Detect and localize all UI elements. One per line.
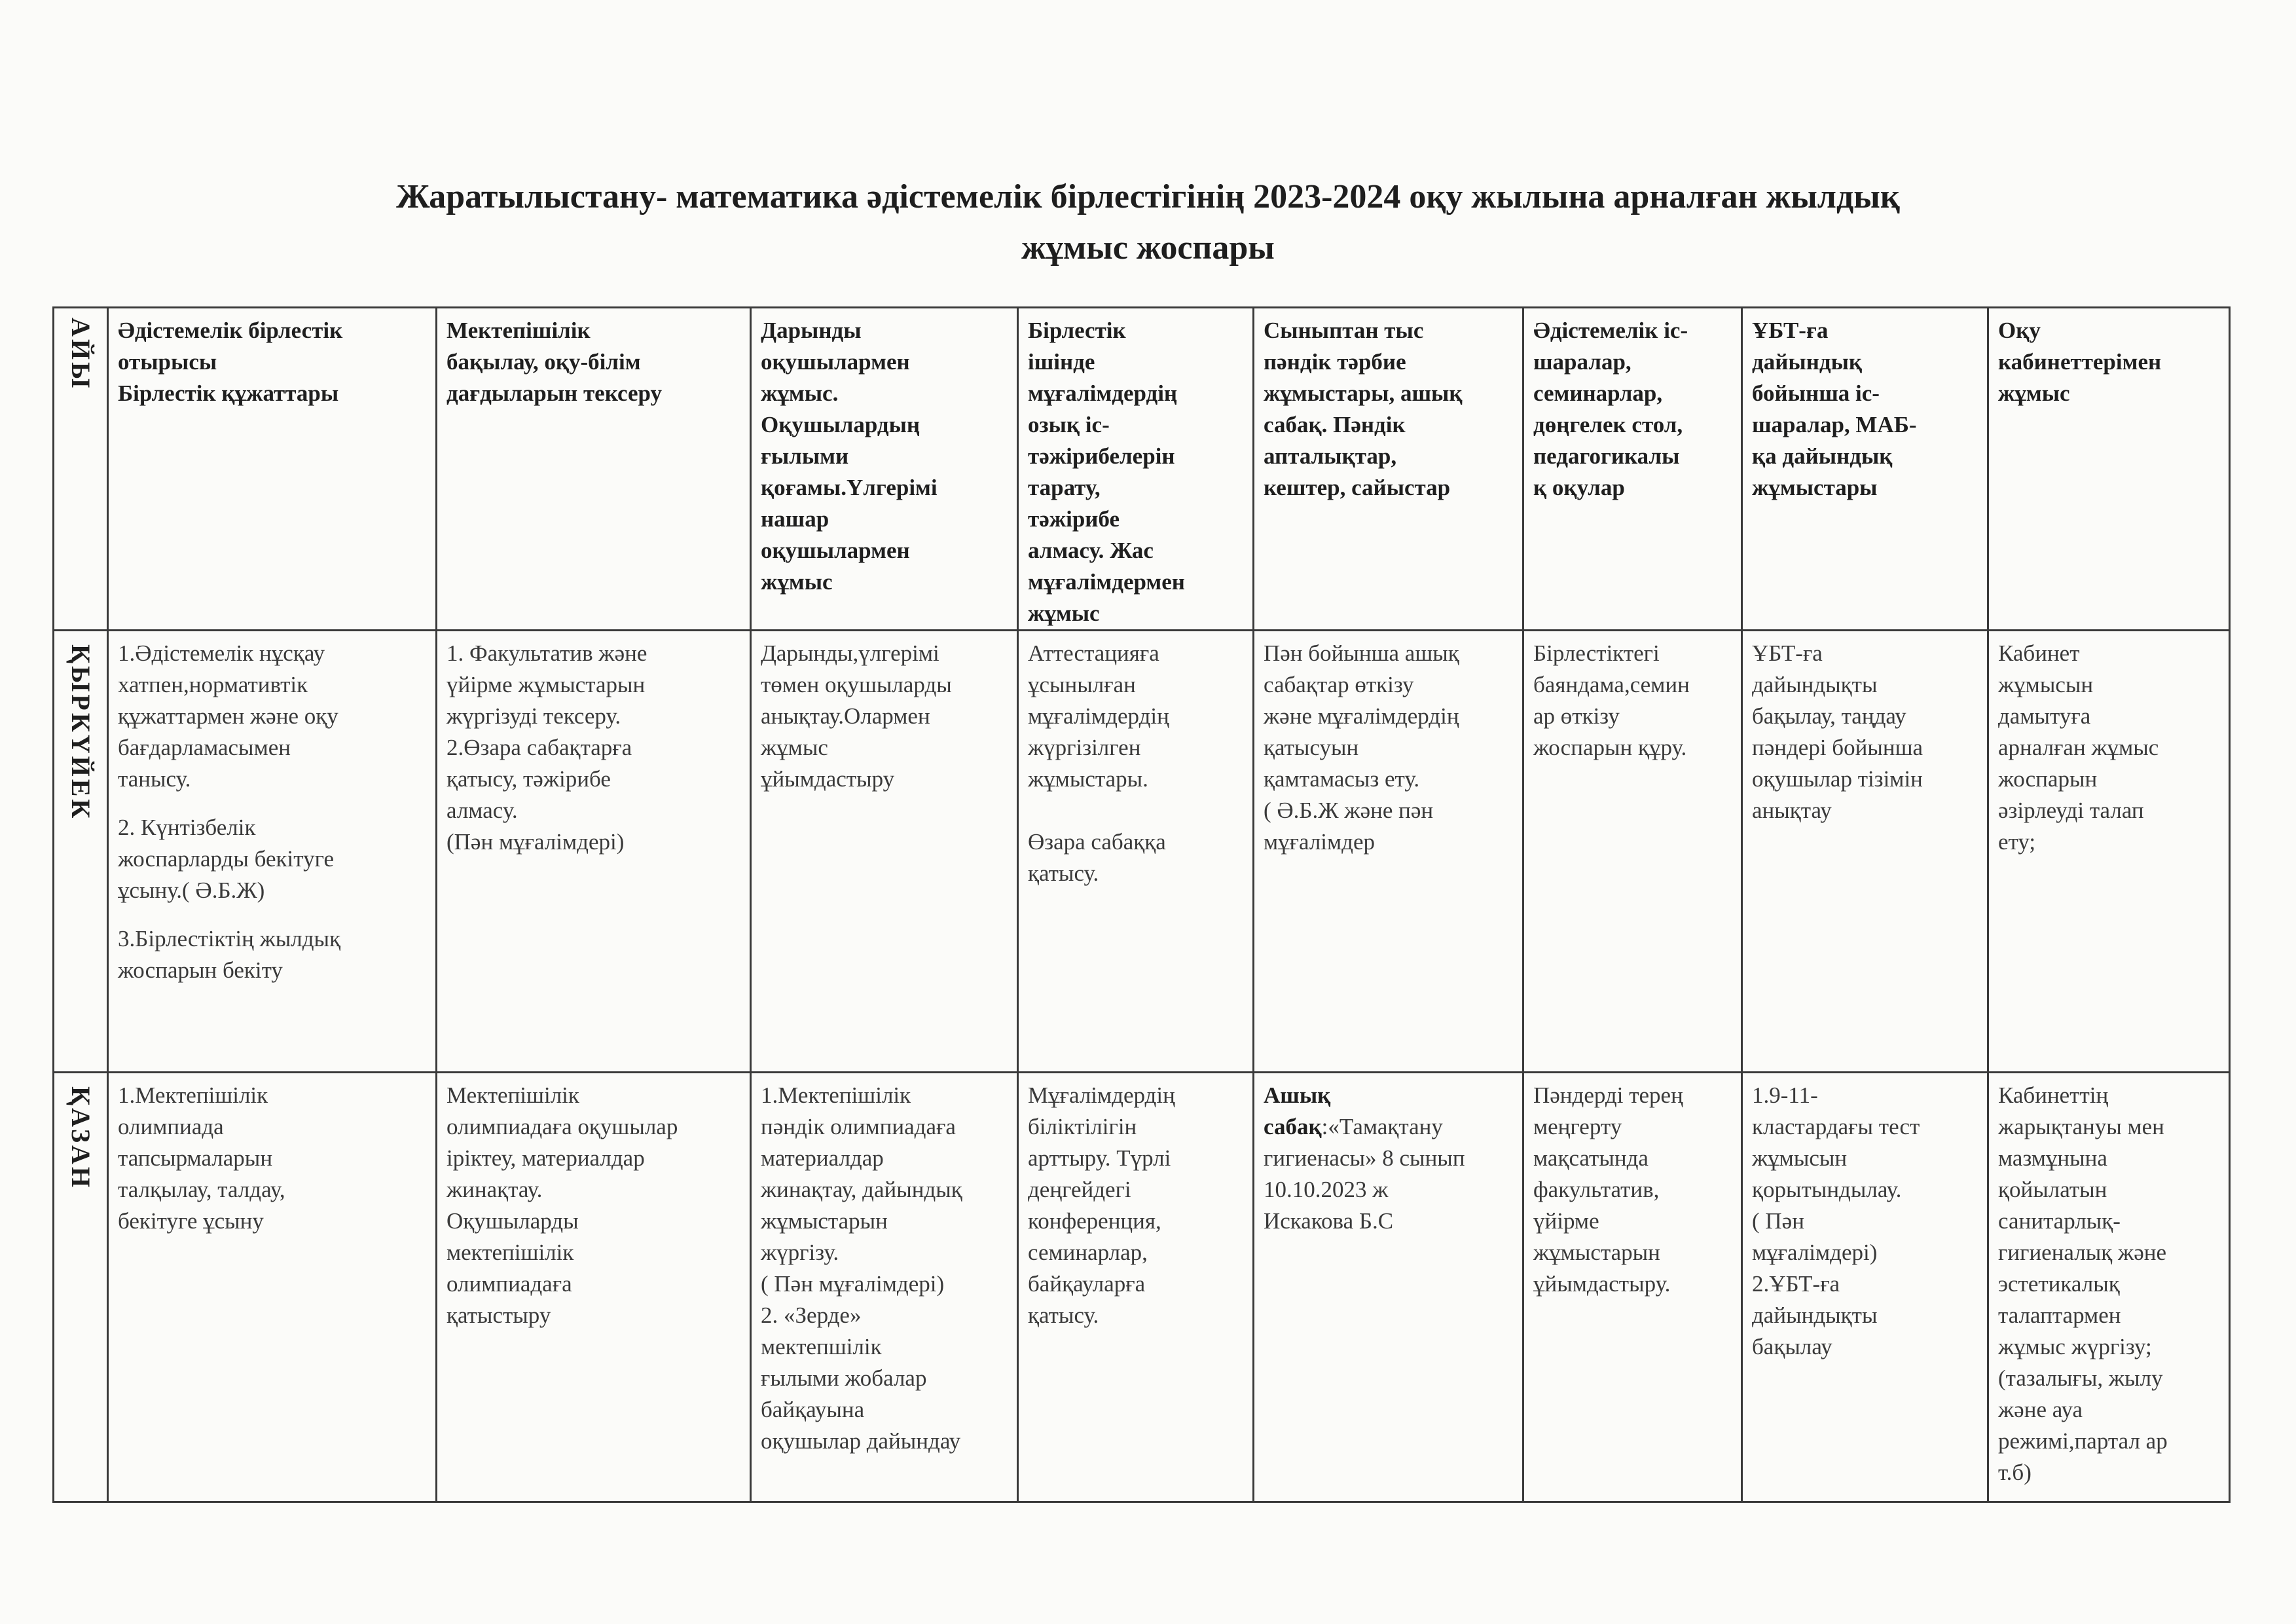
oct-classroom-work: Кабинеттің жарықтануы мен мазмұнына қойылатын санитарлық- гигиеналық және эстетикалық талаптармен жұмыс жүргізу; (тазалығы, жылу және ауа режимі,партал ар т.б): [1988, 1073, 2230, 1502]
header-extracurricular: Сыныптан тыс пәндік тәрбие жұмыстары, ашық сабақ. Пәндік апталықтар, кештер, сайыстар: [1254, 308, 1523, 631]
oct-extracurricular: [1254, 1073, 1523, 1502]
oct-ubt-preparation: 1.9-11- кластардағы тест жұмысын қорытындылау. ( Пән мұғалімдері) 2.ҰБТ-ға дайындықты бақылау: [1742, 1073, 1988, 1502]
oct-gifted-students: 1.Мектепішілік пәндік олимпиадаға материалдар жинақтау, дайындық жұмыстарын жүргізу. ( Пән мұғалімдері) 2. «Зерде» мектепшілік ғылыми жобалар байқауына оқушылар дайындау: [751, 1073, 1018, 1502]
sep-experience-sharing: [1018, 631, 1254, 1073]
header-methodical-meeting: Әдістемелік бірлестік отырысы Бірлестік құжаттары: [108, 308, 437, 631]
open-lesson-details: :«Тамақтану гигиенасы» 8 сынып 10.10.2023 ж Искакова Б.С: [1264, 1114, 1465, 1234]
title-line-1: Жаратылыстану- математика әдістемелік бірлестігінің 2023-2024 оқу жылына арналған жылдық: [396, 178, 1900, 215]
annual-plan-table: [52, 306, 2231, 1503]
sep-c1-item-1: 1.Әдістемелік нұсқау хатпен,нормативтік құжаттармен және оқу бағдарламасымен танысу.: [118, 640, 338, 792]
header-internal-control: Мектепішілік бақылау, оқу-білім дағдыларын тексеру: [437, 308, 751, 631]
month-october: [54, 1073, 108, 1502]
month-september-label: ҚЫРКҮЙЕК: [66, 644, 96, 821]
header-month-label: АЙЫ: [66, 318, 96, 391]
header-experience-sharing: Бірлестік ішінде мұғалімдердің озық іс- тәжірибелерін тарату, тәжірибе алмасу. Жас мұғалімдермен жұмыс: [1018, 308, 1254, 631]
oct-experience-sharing: Мұғалімдердің біліктілігін арттыру. Түрлі деңгейдегі конференция, семинарлар, байқауларға қатысу.: [1018, 1073, 1254, 1502]
sep-internal-control: 1. Факультатив және үйірме жұмыстарын жүргізуді тексеру. 2.Өзара сабақтарға қатысу, тәжірибе алмасу. (Пән мұғалімдері): [437, 631, 751, 1073]
open-lesson-label-2: сабақ: [1264, 1114, 1322, 1139]
sep-methodical-meeting: [108, 631, 437, 1073]
sep-ubt-preparation: ҰБТ-ға дайындықты бақылау, таңдау пәндері бойынша оқушылар тізімін анықтау: [1742, 631, 1988, 1073]
header-gifted-students: Дарынды оқушылармен жұмыс. Оқушылардың ғылыми қоғамы.Үлгерімі нашар оқушылармен жұмыс: [751, 308, 1018, 631]
oct-methodical-events: Пәндерді терең меңгерту мақсатында факультатив, үйірме жұмыстарын ұйымдастыру.: [1523, 1073, 1742, 1502]
month-october-label: ҚАЗАН: [66, 1086, 96, 1190]
document-title: [0, 172, 2296, 274]
oct-internal-control: Мектепішілік олимпиадаға оқушылар іріктеу, материалдар жинақтау. Оқушыларды мектепішілік олимпиадаға қатыстыру: [437, 1073, 751, 1502]
sep-methodical-events: Бірлестіктегі баяндама,семин ар өткізу жоспарын құру.: [1523, 631, 1742, 1073]
sep-c4-item-1: Аттестацияға ұсынылған мұғалімдердің жүргізілген жұмыстары.: [1028, 640, 1169, 792]
month-september: [54, 631, 108, 1073]
header-month: [54, 308, 108, 631]
header-ubt-preparation: ҰБТ-ға дайындық бойынша іс- шаралар, МАБ- қа дайындық жұмыстары: [1742, 308, 1988, 631]
sep-gifted-students: Дарынды,үлгерімі төмен оқушыларды анықтау.Олармен жұмыс ұйымдастыру: [751, 631, 1018, 1073]
open-lesson-label-1: Ашық: [1264, 1082, 1331, 1108]
sep-c1-item-3: 3.Бірлестіктің жылдық жоспарын бекіту: [118, 926, 341, 983]
title-line-2: жұмыс жоспары: [1021, 229, 1275, 267]
header-classroom-work: Оқу кабинеттерімен жұмыс: [1988, 308, 2230, 631]
oct-methodical-meeting: 1.Мектепішілік олимпиада тапсырмаларын талқылау, талдау, бекітуге ұсыну: [108, 1073, 437, 1502]
sep-classroom-work: Кабинет жұмысын дамытуға арналған жұмыс жоспарын әзірлеуді талап ету;: [1988, 631, 2230, 1073]
sep-c1-item-2: 2. Күнтізбелік жоспарларды бекітуге ұсыну.( Ә.Б.Ж): [118, 815, 335, 903]
sep-extracurricular: Пән бойынша ашық сабақтар өткізу және мұғалімдердің қатысуын қамтамасыз ету. ( Ә.Б.Ж және пән мұғалімдер: [1254, 631, 1523, 1073]
row-september: [54, 631, 2230, 1073]
sep-c4-item-2: Өзара сабаққа қатысу.: [1028, 829, 1166, 886]
header-row: [54, 308, 2230, 631]
row-october: [54, 1073, 2230, 1502]
header-methodical-events: Әдістемелік іс- шаралар, семинарлар, дөңгелек стол, педагогикалы қ оқулар: [1523, 308, 1742, 631]
